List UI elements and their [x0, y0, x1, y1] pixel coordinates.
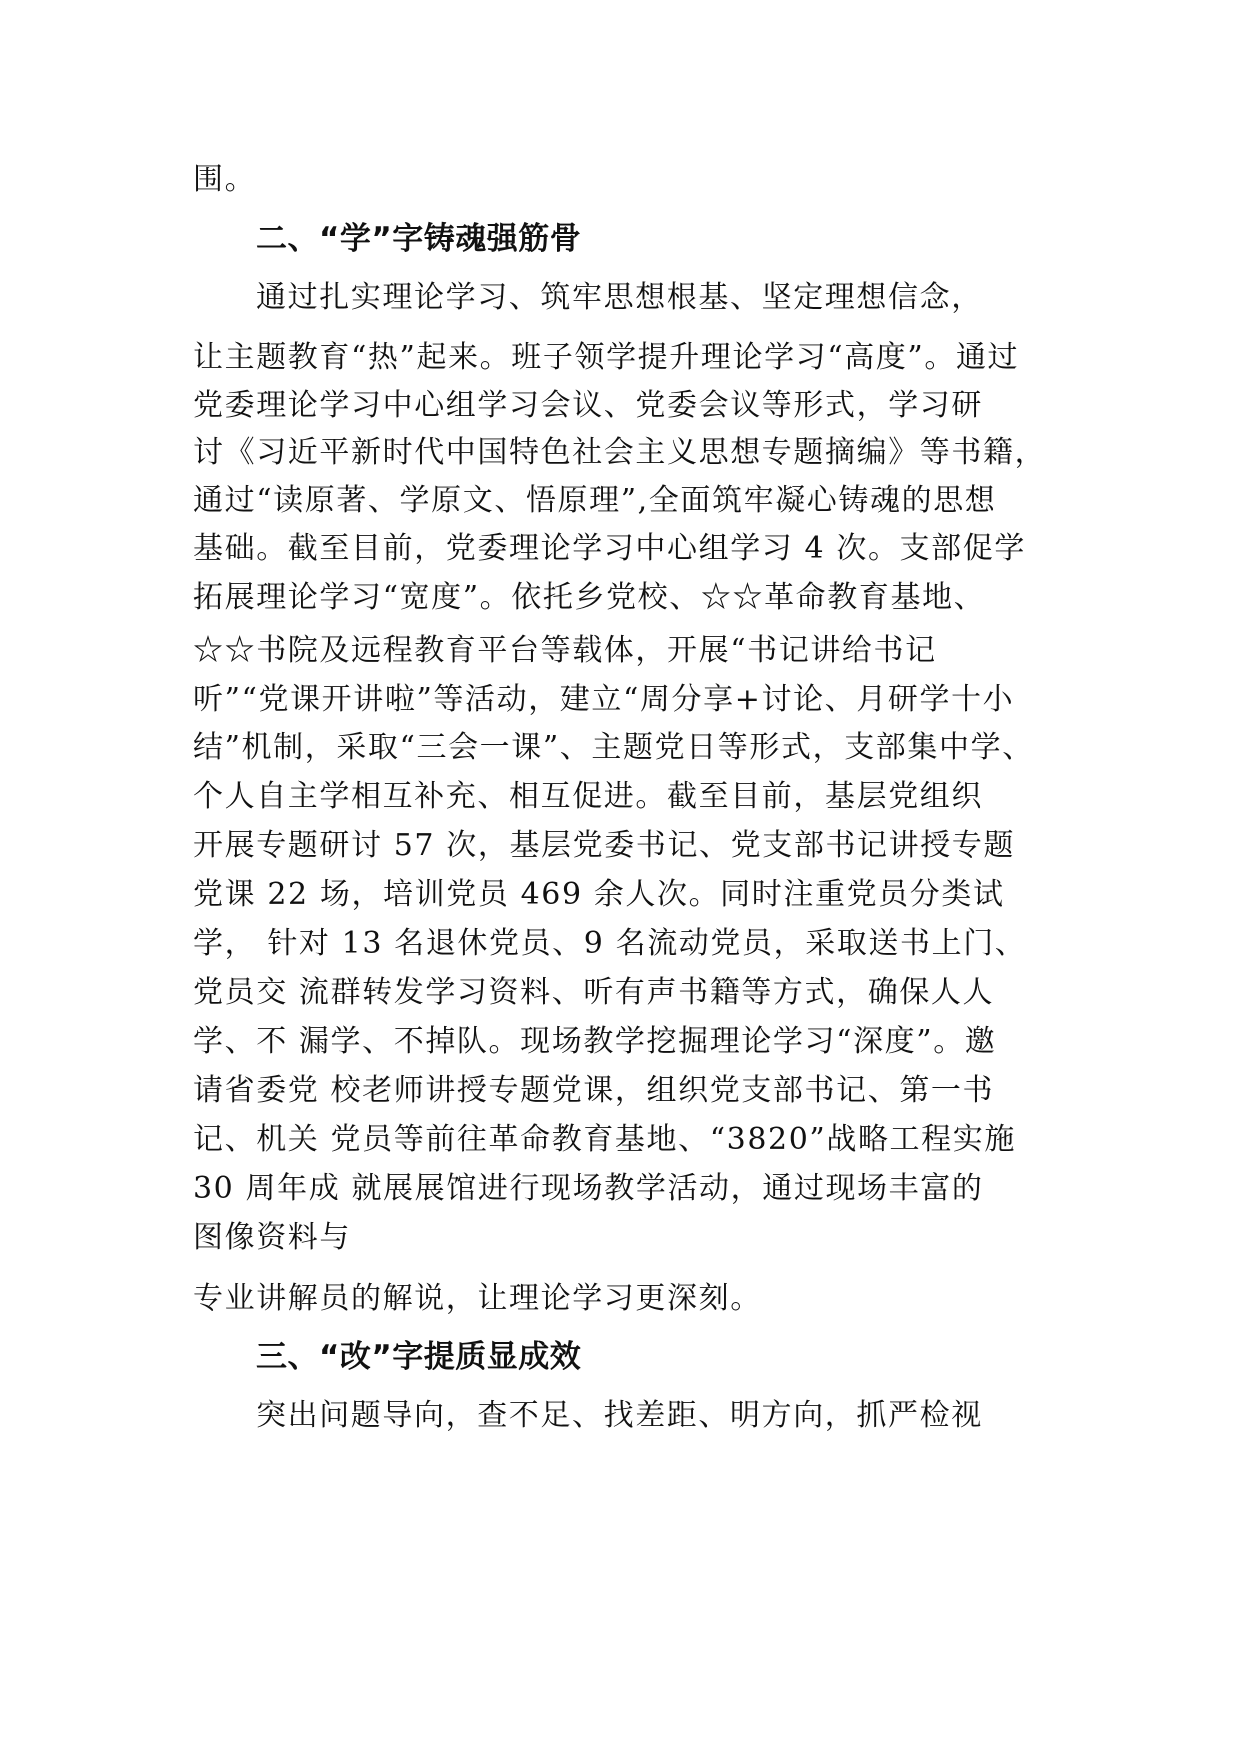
body-line: 党委理论学习中心组学习会议、党委会议等形式，学习研 [193, 388, 983, 423]
body-line: 30 周年成 就展展馆进行现场教学活动，通过现场丰富的 [193, 1171, 984, 1206]
body-line: 记、机关 党员等前往革命教育基地、“3820”战略工程实施 [193, 1122, 1016, 1157]
body-line: 拓展理论学习“宽度”。依托乡党校、☆☆革命教育基地、 [193, 580, 986, 615]
body-line: 党课 22 场，培训党员 469 余人次。同时注重党员分类试 [193, 877, 1005, 912]
body-line: 结”机制，采取“三会一课”、主题党日等形式，支部集中学、 [193, 730, 1034, 765]
body-line: 学、不 漏学、不掉队。现场教学挖掘理论学习“深度”。邀 [193, 1024, 997, 1059]
body-line: 党员交 流群转发学习资料、听有声书籍等方式，确保人人 [193, 975, 995, 1010]
body-line: 通过“读原著、学原文、悟原理”,全面筑牢凝心铸魂的思想 [193, 483, 997, 518]
body-line: 听”“党课开讲啦”等活动，建立“周分享+讨论、月研学十小 [193, 682, 1015, 717]
section-2-heading: 二、“学”字铸魂强筋骨 [256, 221, 582, 257]
body-line: ☆☆书院及远程教育平台等载体，开展“书记讲给书记 [193, 633, 937, 668]
body-line: 基础。截至目前，党委理论学习中心组学习 4 次。支部促学 [193, 531, 1026, 566]
body-line: 学， 针对 13 名退休党员、9 名流动党员，采取送书上门、 [193, 926, 1027, 961]
body-line: 突出问题导向，查不足、找差距、明方向，抓严检视 [256, 1398, 983, 1433]
body-line: 专业讲解员的解说，让理论学习更深刻。 [193, 1281, 762, 1316]
body-line: 讨《习近平新时代中国特色社会主义思想专题摘编》等书籍， [193, 435, 1047, 470]
body-line: 请省委党 校老师讲授专题党课，组织党支部书记、第一书 [193, 1073, 995, 1108]
section-3-heading: 三、“改”字提质显成效 [256, 1339, 582, 1375]
body-line: 个人自主学相互补充、相互促进。截至目前，基层党组织 [193, 779, 983, 814]
body-line: 让主题教育“热”起来。班子领学提升理论学习“高度”。通过 [193, 340, 1020, 375]
continuation-line: 围。 [193, 162, 257, 197]
body-line: 开展专题研讨 57 次，基层党委书记、党支部书记讲授专题 [193, 828, 1016, 863]
body-line: 图像资料与 [193, 1220, 351, 1255]
body-line: 通过扎实理论学习、筑牢思想根基、坚定理想信念， [256, 280, 983, 315]
